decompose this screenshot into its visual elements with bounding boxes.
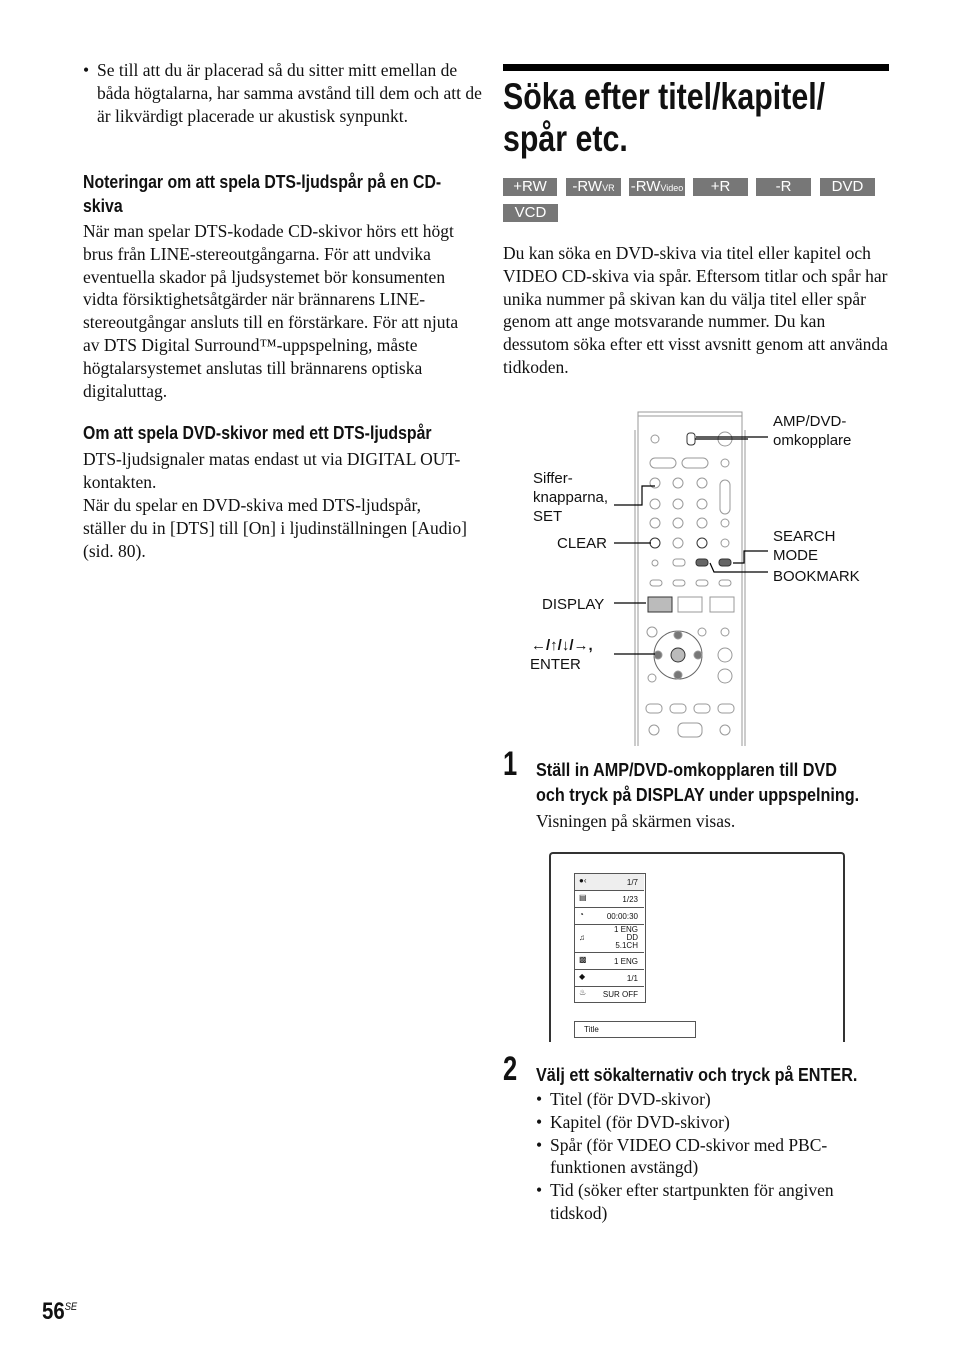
step-1-number: 1: [503, 745, 518, 783]
section-heading-dts-dvd: Om att spela DVD-skivor med ett DTS-ljudspår: [83, 423, 432, 443]
badge-plus-r: +R: [693, 178, 748, 196]
callout-clear: CLEAR: [557, 535, 608, 552]
step-2-number: 2: [503, 1050, 518, 1088]
list-item: • Spår (för VIDEO CD-skivor med PBC-funktionen avstängd): [536, 1134, 876, 1180]
osd-row-angle: ◆ 1/1: [575, 970, 644, 987]
step-2-heading: Välj ett sökalternativ och tryck på ENTER.: [536, 1065, 858, 1085]
badge-vcd: VCD: [503, 204, 558, 222]
page-title: Söka efter titel/kapitel/ spår etc.: [503, 76, 826, 159]
badge-plus-rw: +RW: [503, 178, 557, 196]
callout-arrows: ←/↑/↓/→,: [531, 637, 593, 654]
callout-enter: ENTER: [530, 656, 581, 673]
list-item: • Titel (för DVD-skivor): [536, 1088, 876, 1111]
callout-amp-dvd: AMP/DVD- omkopplare: [773, 413, 852, 449]
callout-display: DISPLAY: [542, 596, 605, 613]
badge-dvd: DVD: [820, 178, 875, 196]
osd-row-chapter: ▤ 1/23: [575, 891, 644, 908]
badge-minus-rw-video: -RWVideo: [630, 178, 684, 195]
badge-minus-r: -R: [756, 178, 811, 196]
callout-siffer: Siffer- knapparna, SET: [533, 470, 609, 525]
osd-row-surround: ♨ SUR OFF: [579, 988, 638, 999]
osd-row-title: ●‹ 1/7: [575, 874, 644, 891]
step-1-heading: Ställ in AMP/DVD-omkopplaren till DVD och tryck på DISPLAY under uppspelning.: [536, 760, 860, 805]
osd-row-audio: ♫ 1 ENG DD 5.1CH: [575, 925, 644, 953]
section-heading-dts-cd: Noteringar om att spela DTS-ljudspår på en CD-skiva: [83, 172, 442, 216]
intro-text: Du kan söka en DVD-skiva via titel eller kapitel och VIDEO CD-skiva via spår. Eftersom titlar och spår har unika nummer på skivan kan du välja titel eller spår genom att ange motsvarande nummer. Du kan dessutom söka efter ett visst avsnitt genom att använda tidkoden.: [503, 243, 888, 377]
list-item: • Tid (söker efter startpunkten för angiven tidskod): [536, 1179, 876, 1225]
osd-title-field: Title: [574, 1021, 696, 1038]
callout-bookmark: BOOKMARK: [773, 568, 860, 585]
intro-bullet: • Se till att du är placerad så du sitter mitt emellan de båda högtalarna, har samma avstånd till dem och att de är likvärdigt placerade ur akustisk synpunkt.: [83, 59, 482, 127]
osd-row-subtitle: ▩ 1 ENG: [575, 953, 644, 970]
osd-row-time: ◔ 00:00:30: [575, 908, 644, 925]
section-text-dts-dvd-a: DTS-ljudsignaler matas endast ut via DIGITAL OUT-kontakten.: [83, 449, 461, 492]
page-number: $56^{SE}$: [42, 1298, 78, 1325]
list-item: • Kapitel (för DVD-skivor): [536, 1111, 876, 1134]
badge-minus-rw-vr: -RWVR: [566, 178, 621, 196]
step-1-subtext: Visningen på skärmen visas.: [536, 811, 736, 831]
section-text-dts-dvd-b: När du spelar en DVD-skiva med DTS-ljudspår, ställer du in [DTS] till [On] i ljudinställningen [Audio] (sid. 80).: [83, 495, 467, 561]
section-text-dts-cd: När man spelar DTS-kodade CD-skivor hörs ett högt brus från LINE-stereoutgångarna. För att undvika eventuella skador på ljudsystemet bör konsumenten vidta försiktighetsåtgärder när brännarens LINE-stereoutgångar ansluts till en förstärkare. För att njuta av DTS Digital Surround™-uppspelning, måste högtalarsystemet anslutas till brännarens optiska digitaluttag.: [83, 221, 459, 401]
callout-search-mode: SEARCH MODE: [773, 528, 836, 564]
step-2-list: [536, 1088, 876, 1225]
